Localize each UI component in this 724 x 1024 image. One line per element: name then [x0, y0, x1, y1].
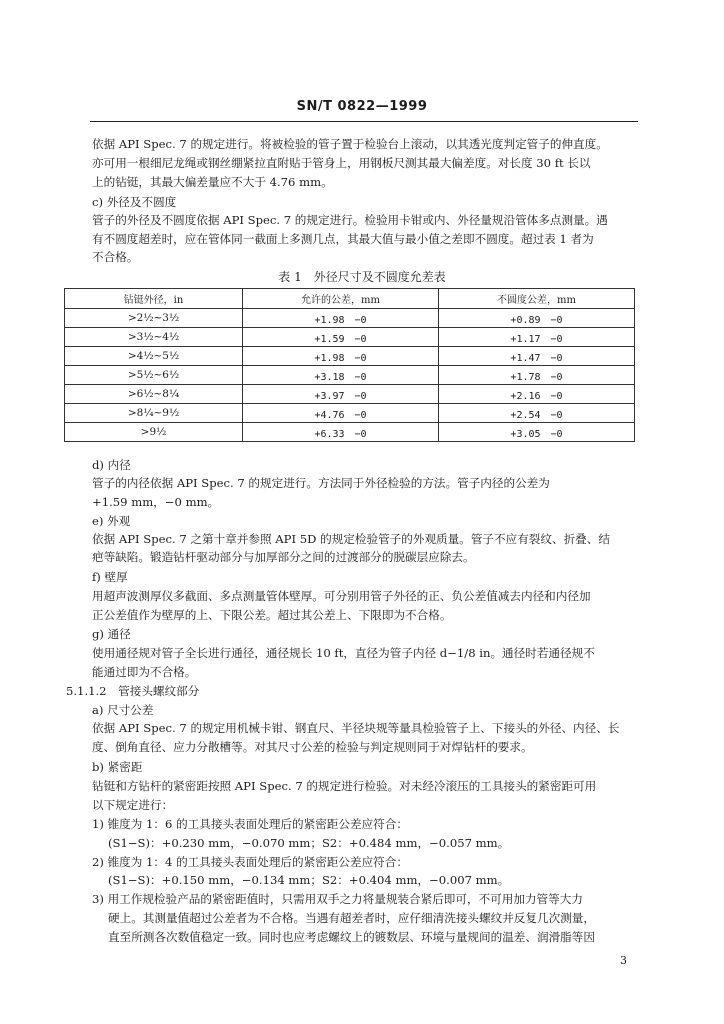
paragraph-line: 管子的外径及不圆度依据 API Spec. 7 的规定进行。检验用卡钳或内、外径量规沿管体多点测量。遇: [92, 213, 608, 227]
paragraph-line: +1.59 mm，−0 mm。: [92, 495, 220, 509]
table-cell: +1.47 −0: [439, 347, 635, 366]
paragraph-line: 亦可用一根细尼龙绳或钢丝绷紧拉直附贴于管身上，用钢板尺测其最大偏差度。对长度 30 ft 长以: [92, 156, 591, 170]
header-cell: 不圆度公差，mm: [439, 289, 635, 309]
subheading-b: b) 紧密距: [92, 760, 143, 774]
table-row: [65, 328, 635, 347]
paragraph-line: 用超声波测厚仪多截面、多点测量管体壁厚。可分别用管子外径的正、负公差值减去内径和内径加: [92, 589, 591, 603]
paragraph-line: 管子的内径依据 API Spec. 7 的规定进行。方法同于外径检验的方法。管子内径的公差为: [92, 476, 550, 490]
paragraph-line: 不合格。: [92, 250, 139, 264]
tolerance-table: [64, 288, 635, 442]
subheading-g: g) 通径: [92, 627, 131, 641]
table-cell: +1.98 −0: [243, 309, 439, 328]
table-cell: +2.54 −0: [439, 404, 635, 423]
paragraph-line: 钻铤和方钻杆的紧密距按照 API Spec. 7 的规定进行检验。对未经冷滚压的工具接头的紧密距可用: [92, 779, 597, 793]
paragraph-line: 能通过即为不合格。: [92, 665, 197, 679]
table-cell: +1.98 −0: [243, 347, 439, 366]
paragraph-line: 上的钻铤，其最大偏差量应不大于 4.76 mm。: [92, 175, 333, 189]
table-row: [65, 347, 635, 366]
table-header-row: [65, 289, 635, 309]
paragraph-line: 疤等缺陷。锻造钻杆驱动部分与加厚部分之间的过渡部分的脱碳层应除去。: [92, 550, 475, 564]
table-row: [65, 309, 635, 328]
paragraph-line: 依据 API Spec. 7 之第十章并参照 API 5D 的规定检验管子的外观质量。管子不应有裂纹、折叠、结: [92, 532, 610, 546]
table-cell: >8¼~9½: [65, 404, 243, 423]
table-row: [65, 404, 635, 423]
header-rule: [90, 121, 638, 122]
list-item: 1) 锥度为 1：6 的工具接头表面处理后的紧密距公差应符合：: [92, 817, 408, 831]
subheading-e: e) 外观: [92, 514, 131, 528]
formula-line: (S1−S)：+0.230 mm，−0.070 mm；S2：+0.484 mm，−0.057 mm。: [108, 836, 510, 850]
table-row: [65, 385, 635, 404]
table-cell: >9½: [65, 423, 243, 442]
table-cell: >2½~3½: [65, 309, 243, 328]
table-cell: +1.78 −0: [439, 366, 635, 385]
subheading-f: f) 壁厚: [92, 570, 128, 584]
paragraph-line: 度、倒角直径、应力分散槽等。对其尺寸公差的检验与判定规则同于对焊钻杆的要求。: [92, 740, 533, 754]
table-cell: +3.05 −0: [439, 423, 635, 442]
table-cell: +3.18 −0: [243, 366, 439, 385]
table-cell: >3½~4½: [65, 328, 243, 347]
section-heading: 5.1.1.2 管接头螺纹部分: [66, 684, 200, 698]
table-cell: +3.97 −0: [243, 385, 439, 404]
table-cell: +6.33 −0: [243, 423, 439, 442]
list-item: 2) 锥度为 1：4 的工具接头表面处理后的紧密距公差应符合：: [92, 855, 408, 869]
paragraph-line: 有不圆度超差时，应在管体同一截面上多测几点，其最大值与最小值之差即不圆度。超过表 1 者为: [92, 232, 594, 246]
formula-line: (S1−S)：+0.150 mm，−0.134 mm；S2：+0.404 mm，−0.007 mm。: [108, 873, 510, 887]
table-cell: +1.17 −0: [439, 328, 635, 347]
table-caption: 表 1 外径尺寸及不圆度允差表: [278, 270, 446, 284]
page-header: SN/T 0822—1999: [296, 99, 428, 114]
paragraph-line: 正公差值作为壁厚的上、下限公差。超过其公差上、下限即为不合格。: [92, 608, 452, 622]
table-cell: >4½~5½: [65, 347, 243, 366]
paragraph-line: 硬上。其测量值超过公差者为不合格。当遇有超差者时，应仔细清洗接头螺纹并反复几次测量，: [108, 911, 595, 925]
subheading-d: d) 内径: [92, 458, 131, 472]
list-item: 3) 用工作规检验产品的紧密距值时，只需用双手之力将量规装合紧后即可，不可用加力管等大力: [92, 892, 583, 906]
table-cell: >6½~8¼: [65, 385, 243, 404]
subheading-a: a) 尺寸公差: [92, 703, 154, 717]
table-cell: +4.76 −0: [243, 404, 439, 423]
table-cell: >5½~6½: [65, 366, 243, 385]
paragraph-line: 依据 API Spec. 7 的规定进行。将被检验的管子置于检验台上滚动，以其透光度判定管子的伸直度。: [92, 137, 608, 151]
header-cell: 钻铤外径，in: [65, 289, 243, 309]
header-cell: 允许的公差，mm: [243, 289, 439, 309]
page-number: 3: [620, 954, 627, 967]
paragraph-line: 使用通径规对管子全长进行通径，通径规长 10 ft，直径为管子内径 d−1/8 in。通径时若通径规不: [92, 646, 595, 660]
paragraph-line: 依据 API Spec. 7 的规定用机械卡钳、钢直尺、半径块规等量具检验管子上、下接头的外径、内径、长: [92, 721, 620, 735]
table-row: [65, 423, 635, 442]
table-cell: +0.89 −0: [439, 309, 635, 328]
table-cell: +1.59 −0: [243, 328, 439, 347]
table-cell: +2.16 −0: [439, 385, 635, 404]
table-row: [65, 366, 635, 385]
paragraph-line: 直至所测各次数值稳定一致。同时也应考虑螺纹上的镀数层、环境与量规间的温差、润滑脂等因: [108, 930, 595, 944]
paragraph-line: 以下规定进行：: [92, 798, 174, 812]
subheading-c: c) 外径及不圆度: [92, 195, 177, 209]
